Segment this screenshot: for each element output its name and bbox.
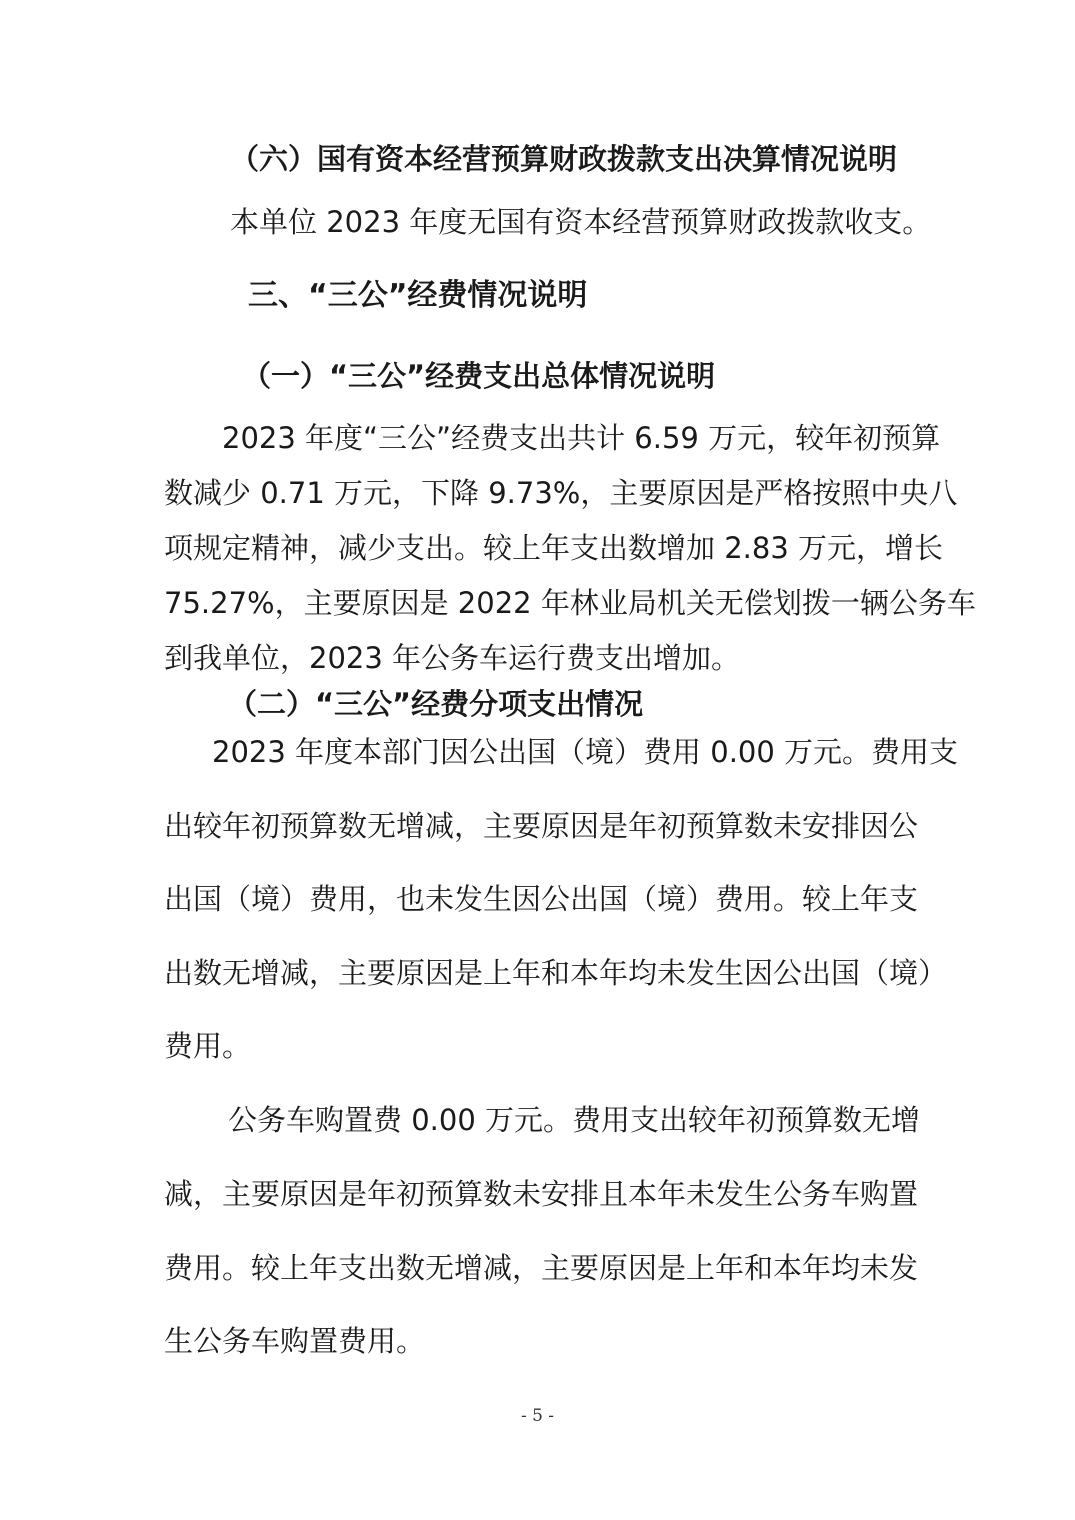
paragraph-line: 数减少 0.71 万元，下降 9.73%，主要原因是严格按照中央八	[164, 476, 958, 510]
paragraph-line: 公务车购置费 0.00 万元。费用支出较年初预算数无增	[228, 1103, 921, 1137]
section-6-body: 本单位 2023 年度无国有资本经营预算财政拨款收支。	[230, 205, 932, 239]
paragraph-line: 项规定精神，减少支出。较上年支出数增加 2.83 万元，增长	[164, 531, 944, 565]
paragraph-line: 出数无增减，主要原因是上年和本年均未发生因公出国（境）	[164, 956, 948, 990]
subsection-heading-3-2: （二）“三公”经费分项支出情况	[228, 687, 644, 721]
subsection-heading-3-1: （一）“三公”经费支出总体情况说明	[242, 359, 716, 393]
paragraph-line: 生公务车购置费用。	[164, 1324, 426, 1358]
paragraph-line: 75.27%，主要原因是 2022 年林业局机关无偿划拨一辆公务车	[164, 586, 976, 620]
paragraph-line: 出国（境）费用，也未发生因公出国（境）费用。较上年支	[164, 882, 919, 916]
paragraph-line: 费用。较上年支出数无增减，主要原因是上年和本年均未发	[164, 1251, 919, 1285]
section-heading-6: （六）国有资本经营预算财政拨款支出决算情况说明	[230, 142, 898, 176]
paragraph-line: 到我单位，2023 年公务车运行费支出增加。	[164, 641, 741, 675]
paragraph-line: 费用。	[164, 1029, 252, 1063]
section-heading-3: 三、“三公”经费情况说明	[248, 278, 588, 313]
paragraph-line: 出较年初预算数无增减，主要原因是年初预算数未安排因公	[164, 809, 919, 843]
paragraph-line: 2023 年度本部门因公出国（境）费用 0.00 万元。费用支	[212, 735, 959, 769]
paragraph-line: 2023 年度“三公”经费支出共计 6.59 万元，较年初预算	[222, 421, 941, 455]
paragraph-line: 减，主要原因是年初预算数未安排且本年未发生公务车购置	[164, 1177, 919, 1211]
page-number: - 5 -	[520, 1406, 555, 1426]
